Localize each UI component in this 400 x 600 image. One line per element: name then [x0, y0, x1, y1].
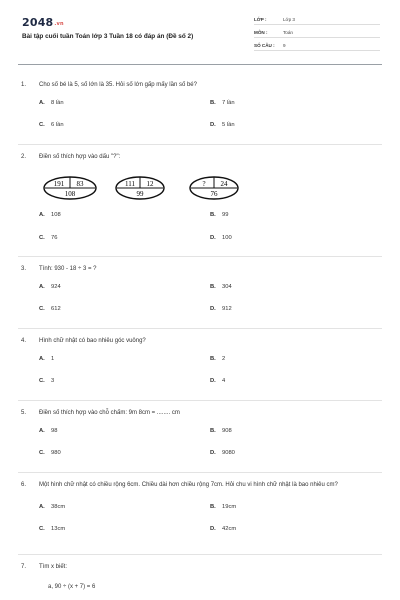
option-b[interactable]: B. 19cm: [210, 504, 237, 510]
oval-2: [116, 177, 164, 199]
option-d[interactable]: D. 4: [210, 378, 226, 384]
option-a[interactable]: A. 8 lần: [39, 100, 64, 106]
question-text: Cho số bé là 5, số lớn là 35. Hỏi số lớn gấp mấy lần số bé?: [39, 82, 197, 88]
option-b[interactable]: B. 2: [210, 356, 226, 362]
option-a[interactable]: A. 1: [39, 356, 55, 362]
question-5: [21, 408, 381, 458]
question-text: Điền số thích hợp vào chỗ chấm: 9m 8cm = ........ cm: [39, 410, 180, 416]
option-c[interactable]: C. 3: [39, 378, 55, 384]
question-text: Hình chữ nhật có bao nhiêu góc vuông?: [39, 338, 146, 344]
question-separator: [18, 144, 382, 145]
oval-3-top-right: 24: [220, 180, 228, 188]
option-b[interactable]: B. 908: [210, 428, 232, 434]
question-separator: [18, 400, 382, 401]
option-b[interactable]: B. 304: [210, 284, 232, 290]
page-title: Bài tập cuối tuần Toán lớp 3 Tuần 18 có đáp án (Đề số 2): [22, 33, 194, 40]
option-d[interactable]: D. 5 lần: [210, 122, 235, 128]
oval-1-top-left: 191: [53, 180, 65, 188]
question-2-options: [21, 212, 381, 252]
question-6: [21, 480, 381, 530]
meta-row-count: SỐ CÂU : 9: [254, 40, 380, 51]
question-number: 6.: [21, 482, 27, 488]
question-number: 2.: [21, 154, 27, 160]
option-c[interactable]: C. 980: [39, 450, 61, 456]
oval-3-top-left: ?: [202, 180, 206, 188]
option-d[interactable]: D. 42cm: [210, 526, 237, 532]
question-1: [21, 80, 381, 130]
option-a[interactable]: A. 38cm: [39, 504, 66, 510]
meta-table: [254, 14, 380, 53]
question-text: Một hình chữ nhật có chiều rộng 6cm. Chiều dài hơn chiều rộng 7cm. Hỏi chu vi hình chữ nhật là bao nhiêu cm?: [39, 482, 338, 488]
option-d[interactable]: D. 100: [210, 235, 232, 241]
page-header: [0, 0, 400, 64]
question-text: Tính: 930 - 18 ÷ 3 = ?: [39, 266, 97, 272]
number-ovals-figure: [42, 175, 264, 203]
question-number: 7.: [21, 564, 27, 570]
question-number: 5.: [21, 410, 27, 416]
question-separator: [18, 554, 382, 555]
question-3: [21, 264, 381, 314]
oval-2-top-left: 111: [125, 180, 135, 188]
question-text: Điền số thích hợp vào dấu "?":: [39, 154, 121, 160]
option-d[interactable]: D. 9080: [210, 450, 235, 456]
option-c[interactable]: C. 612: [39, 306, 61, 312]
oval-1: [44, 177, 96, 199]
oval-2-bottom: 99: [136, 190, 144, 198]
question-number: 1.: [21, 82, 27, 88]
question-separator: [18, 256, 382, 257]
question-number: 3.: [21, 266, 27, 272]
question-text: Tìm x biết:: [39, 564, 68, 570]
question-4: [21, 336, 381, 386]
oval-3: [190, 177, 238, 199]
question-2: [21, 152, 381, 162]
option-b[interactable]: B. 99: [210, 212, 229, 218]
option-a[interactable]: A. 924: [39, 284, 61, 290]
question-number: 4.: [21, 338, 27, 344]
option-b[interactable]: B. 7 lần: [210, 100, 235, 106]
option-c[interactable]: C. 13cm: [39, 526, 66, 532]
option-c[interactable]: C. 6 lần: [39, 122, 64, 128]
option-a[interactable]: A. 108: [39, 212, 61, 218]
question-separator: [18, 328, 382, 329]
option-a[interactable]: A. 98: [39, 428, 58, 434]
meta-row-class: LỚP : Lớp 3: [254, 14, 380, 25]
site-logo[interactable]: $2048^{.vn}$: [22, 16, 64, 29]
question-separator: [18, 472, 382, 473]
oval-3-bottom: 76: [210, 190, 218, 198]
oval-1-top-right: 83: [76, 180, 84, 188]
oval-2-top-right: 12: [146, 180, 154, 188]
question-subpart-a: a, 90 ÷ (x + 7) = 6: [48, 584, 96, 590]
header-divider: [18, 64, 382, 65]
option-d[interactable]: D. 912: [210, 306, 232, 312]
oval-1-bottom: 108: [64, 190, 76, 198]
meta-row-subject: MÔN : Toán: [254, 27, 380, 38]
question-7: [21, 562, 381, 592]
option-c[interactable]: C. 76: [39, 235, 58, 241]
